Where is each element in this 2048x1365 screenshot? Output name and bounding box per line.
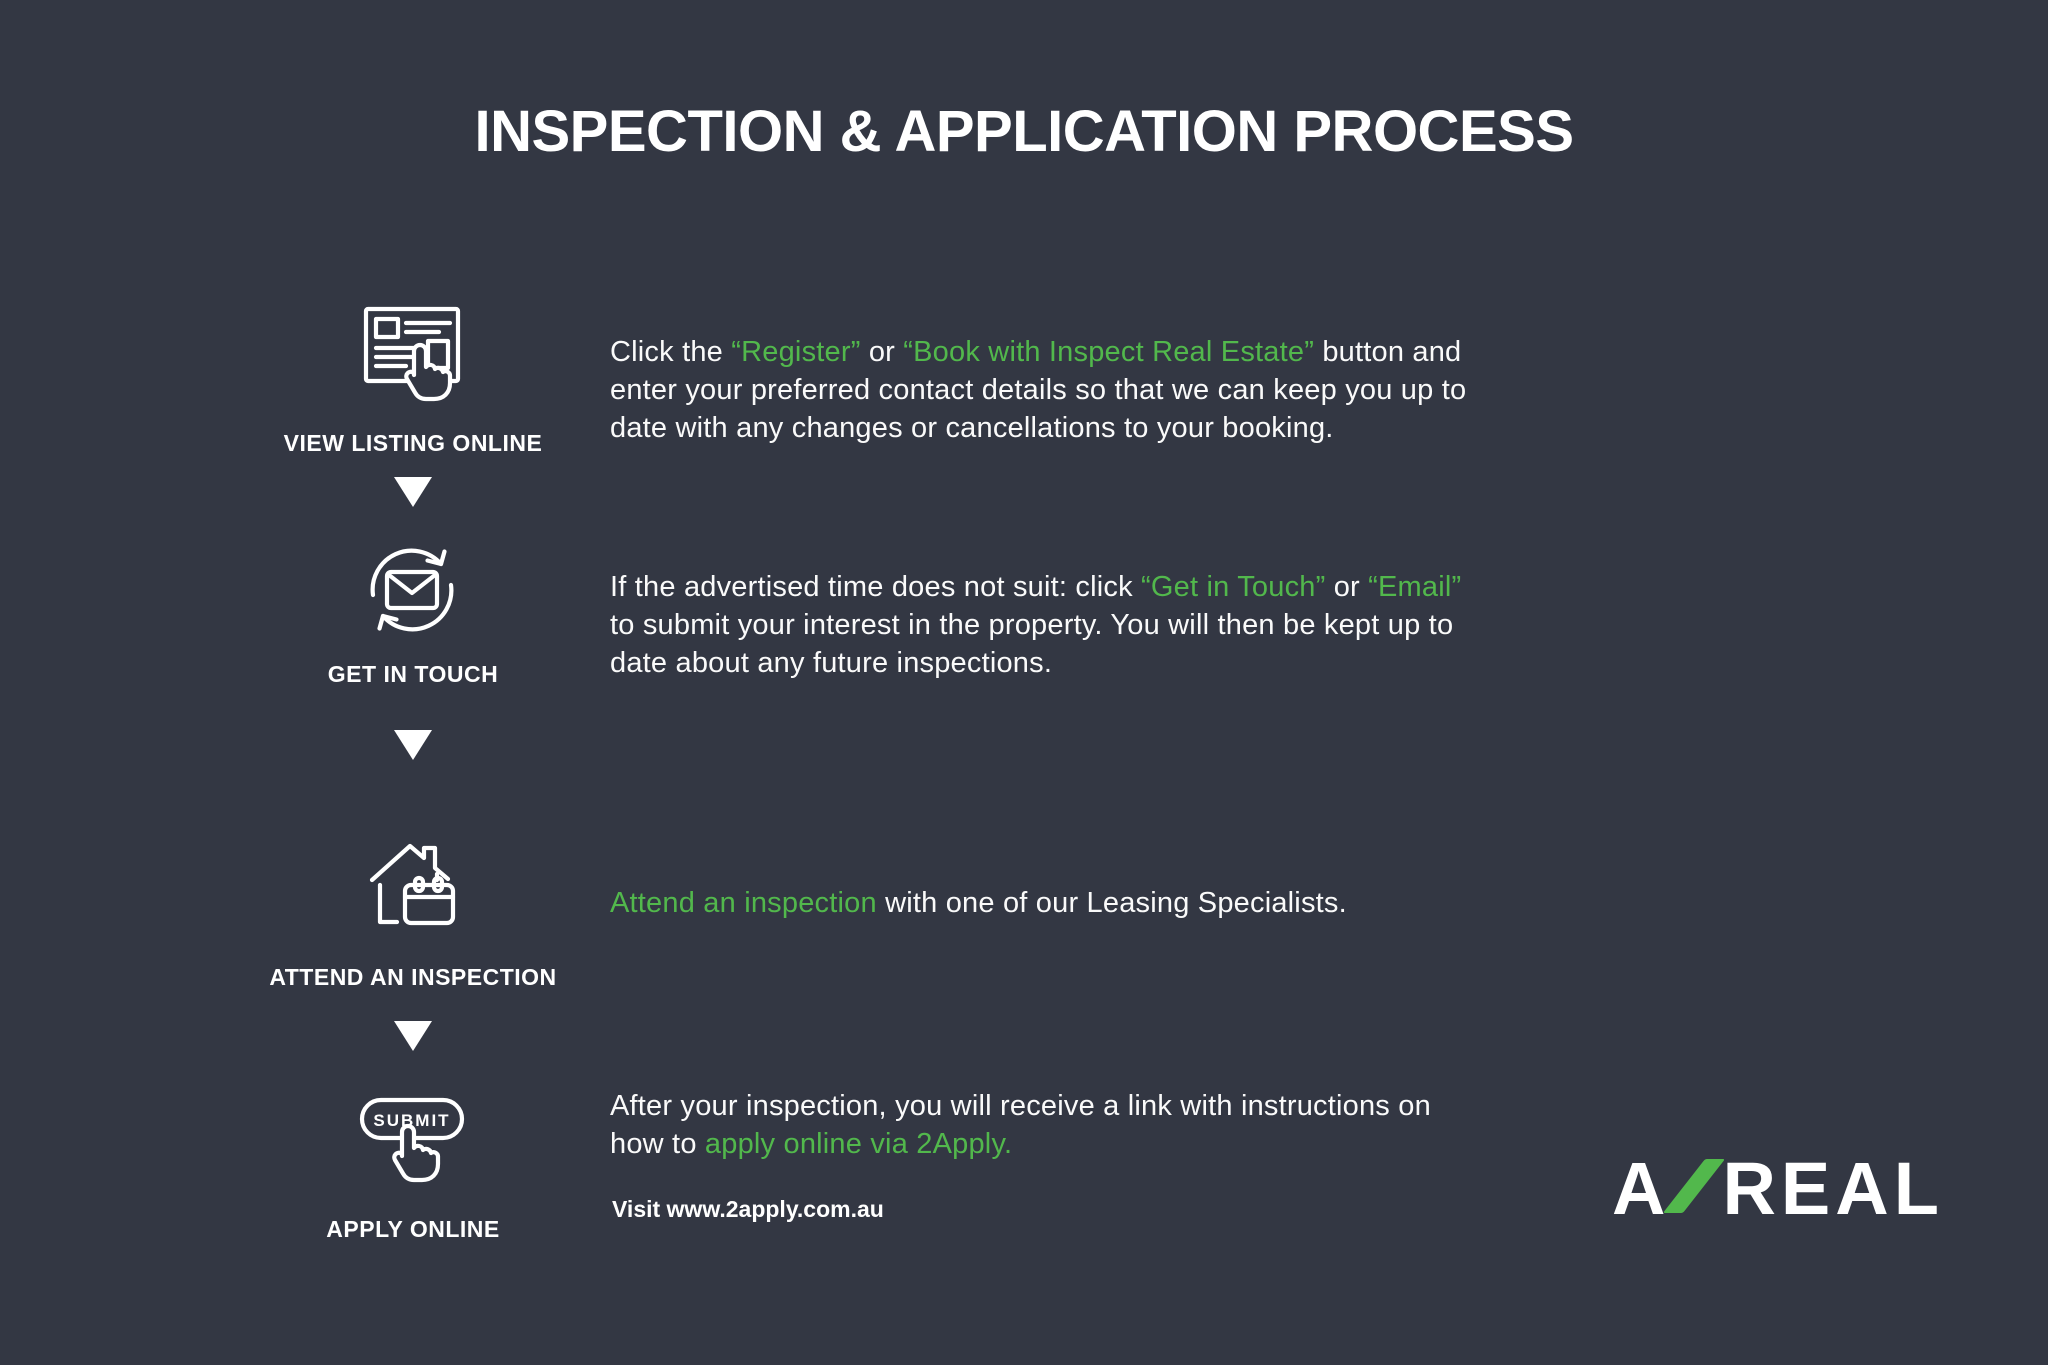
- step-label-get-in-touch: GET IN TOUCH: [327, 661, 499, 687]
- page-title: INSPECTION & APPLICATION PROCESS: [474, 99, 1574, 164]
- email-sync-icon: [360, 538, 464, 642]
- step-label-view-listing: VIEW LISTING ONLINE: [283, 430, 543, 456]
- areal-logo: [1612, 1146, 1944, 1231]
- submit-button-label: SUBMIT: [373, 1111, 451, 1130]
- submit-button-icon: [360, 1096, 464, 1188]
- step-description-get-in-touch: If the advertised time does not suit: click “Get in Touch” or “Email” to submit your interest in the property. You will then be kept up to date about any future inspections.: [610, 571, 1462, 679]
- logo-prefix: A: [1612, 1147, 1671, 1230]
- step-description-view-listing: Click the “Register” or “Book with Inspect Real Estate” button and enter your preferred contact details so that we can keep you up to date with any changes or cancellations to your booking.: [610, 336, 1467, 444]
- down-arrow-icon: [394, 730, 432, 760]
- step-label-apply-online: APPLY ONLINE: [326, 1216, 500, 1242]
- logo-slash-icon: [1663, 1159, 1725, 1213]
- step-label-attend-inspection: ATTEND AN INSPECTION: [269, 964, 557, 990]
- listing-cursor-icon: [360, 301, 464, 405]
- visit-url-text: Visit www.2apply.com.au: [612, 1196, 884, 1222]
- step-description-attend-inspection: Attend an inspection with one of our Leasing Specialists.: [610, 887, 1347, 919]
- step-description-apply-online: After your inspection, you will receive a link with instructions on how to apply online via 2Apply.: [610, 1090, 1431, 1160]
- down-arrow-icon: [394, 1021, 432, 1051]
- down-arrow-icon: [394, 477, 432, 507]
- logo-suffix: REAL: [1722, 1147, 1944, 1230]
- house-calendar-icon: [360, 833, 464, 937]
